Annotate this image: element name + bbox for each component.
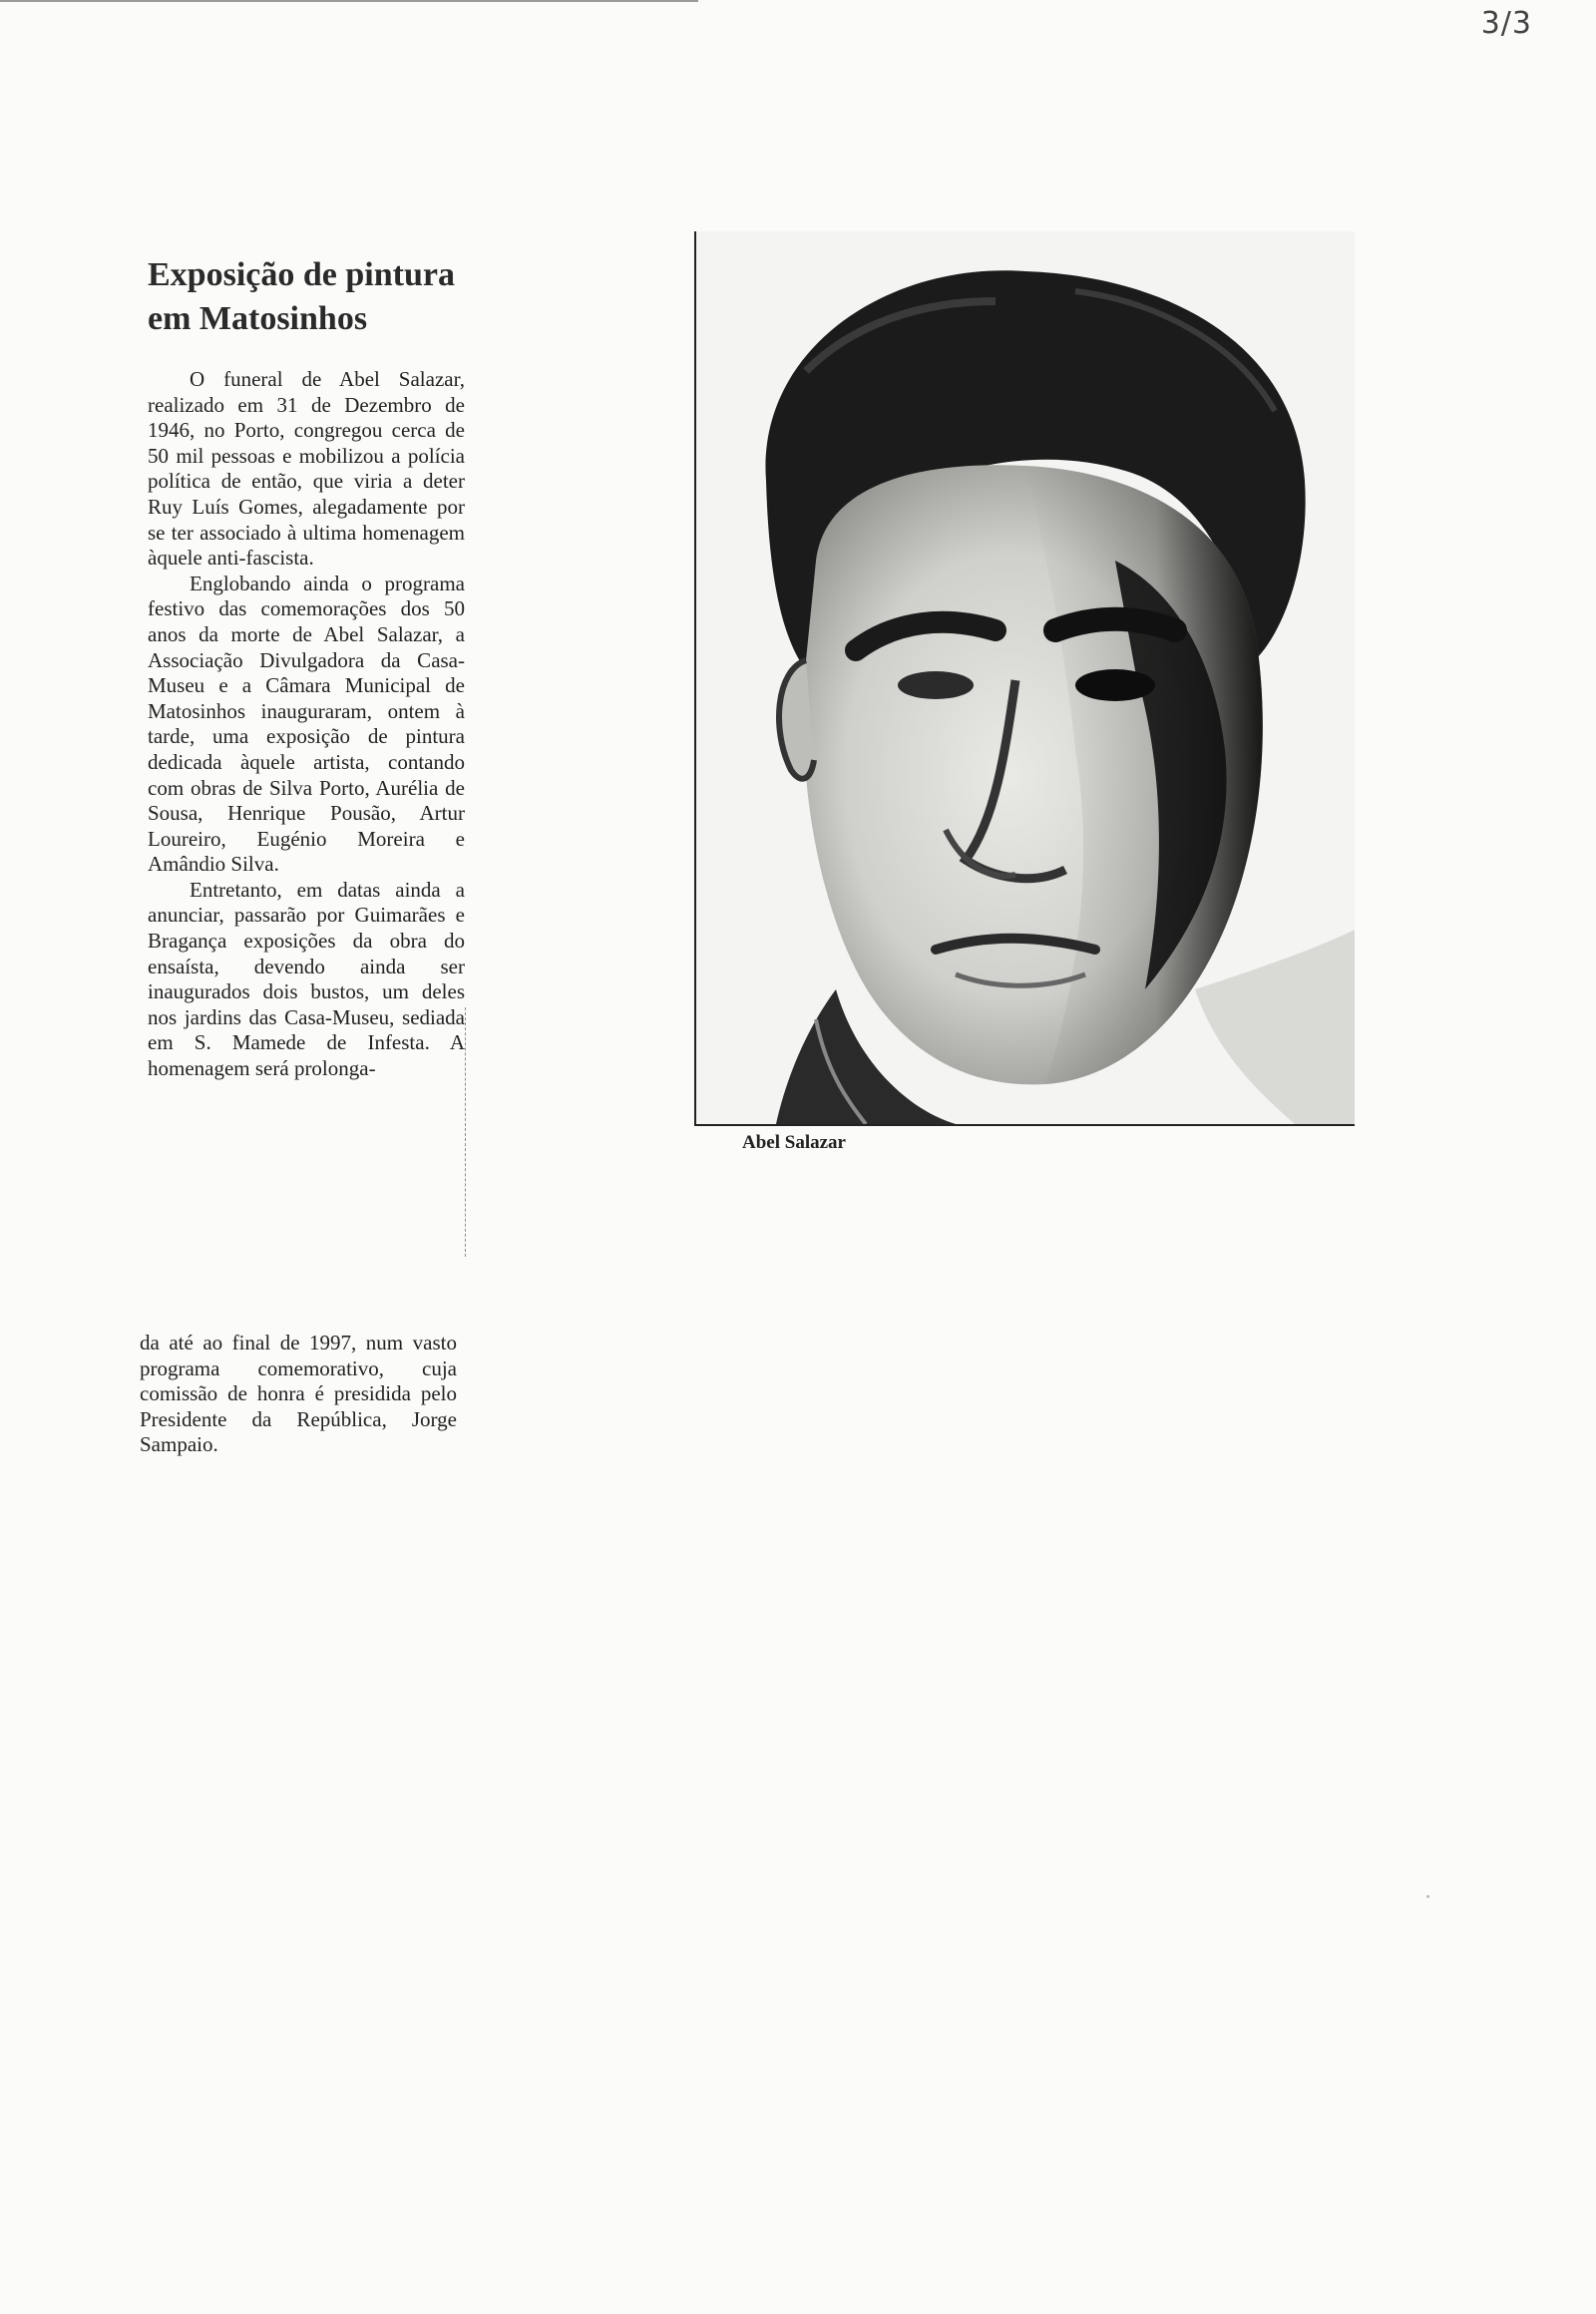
column-scan-edge [465, 1007, 468, 1257]
portrait-photo [694, 231, 1355, 1126]
paragraph-3: Entretanto, em datas ainda a anunciar, passarão por Guimarães e Bragança exposições da obra do ensaísta, devendo ainda ser inaugurados dois bustos, um deles nos jardins das Casa-Museu, sediada em S. Mamede de Infesta. A homenagem será prolonga- [148, 877, 465, 1081]
paragraph-continued: da até ao final de 1997, num vasto programa comemorativo, cuja comissão de honra é presidida pelo Presidente da República, Jorge Sampaio. [140, 1331, 457, 1457]
scan-speck [1426, 1895, 1429, 1898]
portrait-drawing [696, 231, 1355, 1124]
paragraph-2: Englobando ainda o programa festivo das comemorações dos 50 anos da morte de Abel Salazar, a Associação Divulgadora da Casa-Museu e a Câmara Municipal de Matosinhos inauguraram, ontem à tarde, uma exposição de pintura dedicada àquele artista, contando com obras de Silva Porto, Aurélia de Sousa, Henrique Pousão, Artur Loureiro, Eugénio Moreira e Amândio Silva. [148, 571, 465, 877]
paragraph-1: O funeral de Abel Salazar, realizado em 31 de Dezembro de 1946, no Porto, congregou cerca de 50 mil pessoas e mobilizou a polícia política de então, que viria a deter Ruy Luís Gomes, alegadamente por se ter associado à ultima homenagem àquele anti-fascista. [148, 367, 465, 571]
photo-caption: Abel Salazar [742, 1132, 846, 1153]
headline-line-2: em Matosinhos [148, 300, 368, 337]
article-column-1 [148, 367, 465, 1265]
article-headline [148, 253, 467, 341]
top-rule [0, 0, 698, 2]
headline-line-1: Exposição de pintura [148, 256, 455, 293]
page-number: 3/3 [1480, 6, 1532, 41]
article-column-2 [140, 1331, 457, 1458]
